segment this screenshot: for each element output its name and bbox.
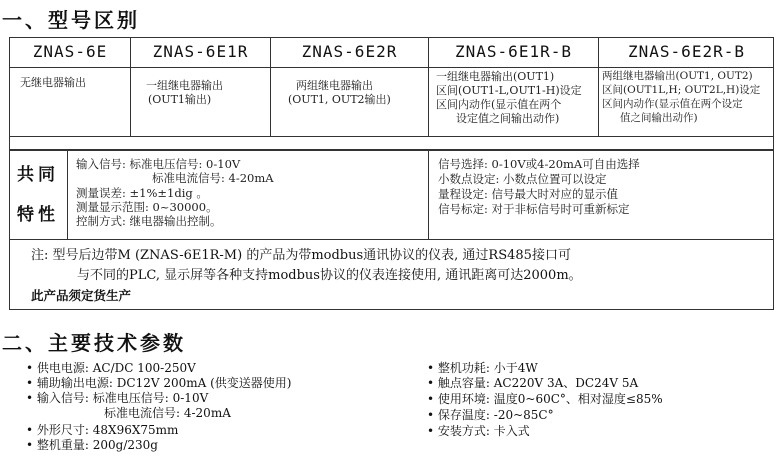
common-label: 特性: [17, 205, 59, 225]
model-desc: 值之间输出动作): [620, 112, 698, 124]
note-text: 注: 型号后边带M (ZNAS-6E1R-M) 的产品为带modbus通讯协议的仪表, 通过RS485接口可: [31, 248, 571, 263]
spec-item: • 触点容量: AC220V 3A、DC24V 5A: [427, 376, 638, 390]
model-desc: 无继电器输出: [20, 76, 86, 89]
spec-item: • 整机重量: 200g/230g: [26, 438, 158, 452]
section-title-tech-params: 二、主要技术参数: [2, 331, 186, 355]
model-desc: 两组继电器输出(OUT1, OUT2): [602, 70, 753, 82]
common-label-divider: [67, 150, 68, 240]
spec-item: • 外形尺寸: 48X96X75mm: [26, 423, 178, 437]
model-name: ZNAS-6E1R: [152, 42, 249, 61]
model-desc: 区间(OUT1L,H; OUT2L,H)设定: [602, 84, 761, 96]
spec-item: • 辅助输出电源: DC12V 200mA (供变送器使用): [26, 376, 291, 390]
common-spec: 量程设定: 信号最大时对应的显示值: [438, 187, 619, 201]
spec-item: • 整机功耗: 小于4W: [427, 361, 538, 375]
model-name: ZNAS-6E: [32, 42, 108, 61]
common-column-divider: [428, 150, 429, 240]
spec-item: 标准电流信号: 4-20mA: [104, 406, 231, 420]
common-spec: 输入信号: 标准电压信号: 0-10V: [76, 157, 241, 171]
model-desc: 一组继电器输出(OUT1): [436, 70, 555, 83]
model-name: ZNAS-6E2R-B: [628, 42, 745, 61]
model-desc: 区间内动作(显示值在两个设定: [602, 98, 743, 110]
spec-item: • 供电电源: AC/DC 100-250V: [26, 361, 196, 375]
common-spec: 控制方式: 继电器输出控制。: [76, 214, 222, 228]
model-name: ZNAS-6E1R-B: [455, 42, 572, 61]
common-spec: 测量显示范围: 0~30000。: [76, 200, 218, 214]
model-desc: 区间内动作(显示值在两个: [436, 98, 562, 111]
common-spec: 小数点设定: 小数点位置可以设定: [438, 172, 607, 186]
model-desc: 一组继电器输出: [146, 79, 223, 92]
common-spec: 信号标定: 对于非标信号时可重新标定: [438, 202, 630, 216]
common-label: 共同: [17, 165, 59, 185]
spec-item: • 保存温度: -20~85C°: [427, 408, 554, 422]
table-divider: [9, 136, 774, 137]
common-spec: 测量误差: ±1%±1dig 。: [76, 186, 208, 200]
model-desc: 区间(OUT1-L,OUT1-H)设定: [436, 84, 582, 97]
spec-item: • 输入信号: 标准电压信号: 0-10V: [26, 391, 208, 405]
table-divider: [9, 67, 774, 68]
note-order-text: 此产品须定货生产: [31, 288, 132, 303]
model-desc: (OUT1, OUT2输出): [288, 93, 391, 106]
model-desc: 设定值之间输出动作): [456, 112, 560, 125]
common-spec: 信号选择: 0-10V或4-20mA可自由选择: [438, 157, 640, 171]
spec-item: • 使用环境: 温度0~60C°、相对湿度≤85%: [427, 392, 663, 406]
note-text: 与不同的PLC, 显示屏等各种支持modbus协议的仪表连接使用, 通讯距离可达2000m。: [77, 268, 582, 283]
model-desc: (OUT1输出): [148, 93, 212, 106]
model-desc: 两组继电器输出: [296, 79, 373, 92]
common-spec: 标准电流信号: 4-20mA: [152, 171, 274, 185]
section-title-model-diff: 一、型号区别: [2, 8, 140, 32]
spec-item: • 安装方式: 卡入式: [427, 424, 530, 438]
model-name: ZNAS-6E2R: [301, 42, 398, 61]
